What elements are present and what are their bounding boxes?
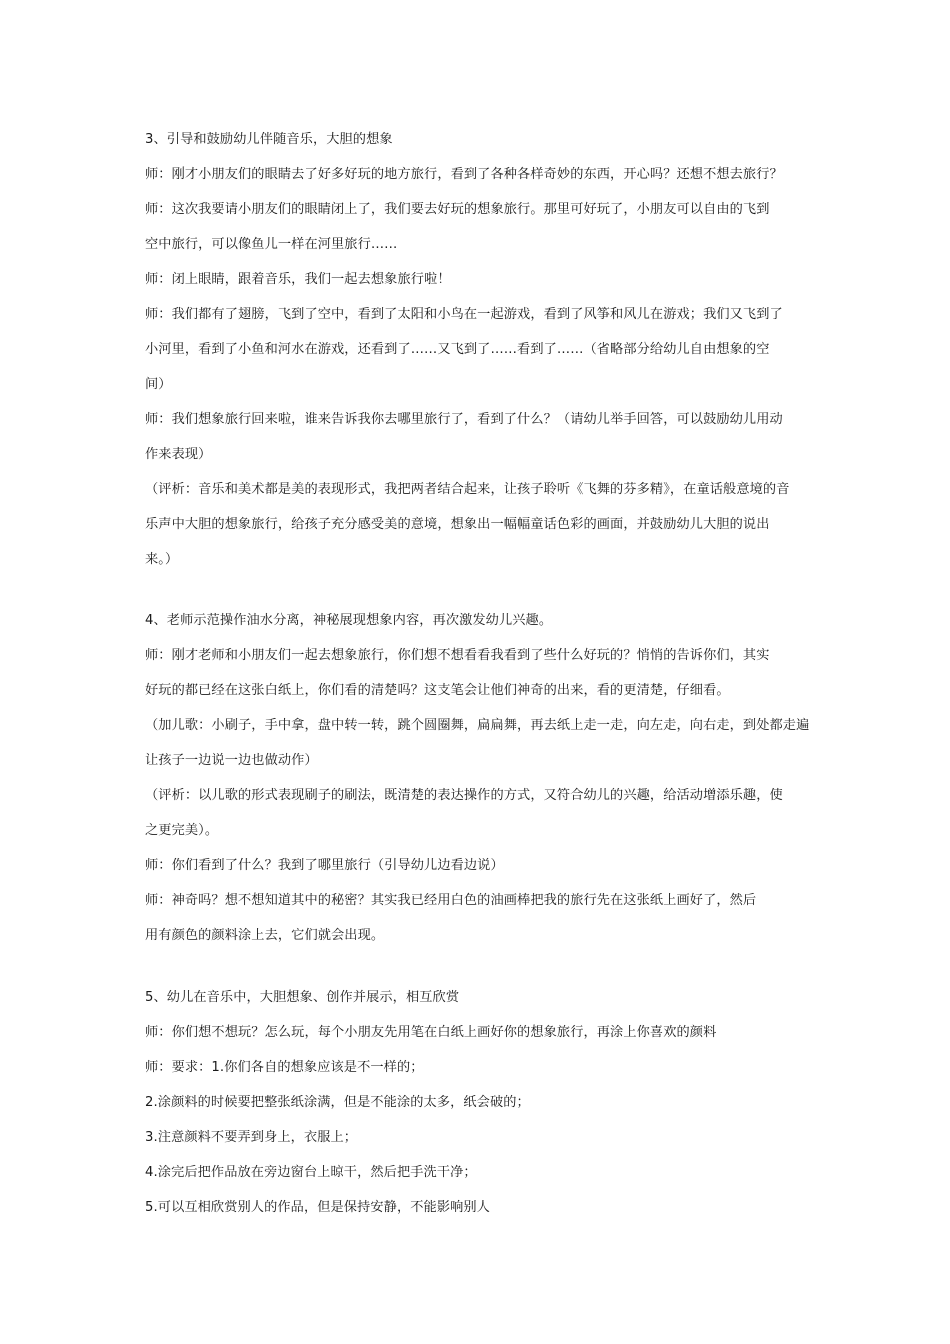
commentary-line: （评析：以儿歌的形式表现刷子的刷法，既清楚的表达操作的方式，又符合幼儿的兴趣，给活动增添乐趣，使 [145, 788, 783, 803]
text-line: 师：我们都有了翅膀，飞到了空中，看到了太阳和小鸟在一起游戏，看到了风筝和风儿在游戏；我们又飞到了 [145, 307, 783, 322]
text-line: 好玩的都已经在这张白纸上，你们看的清楚吗？这支笔会让他们神奇的出来，看的更清楚，仔细看。 [145, 683, 730, 698]
text-line: 师：闭上眼睛，跟着音乐，我们一起去想象旅行啦！ [145, 272, 451, 287]
commentary-line: 来。） [145, 552, 179, 567]
text-line: 小河里，看到了小鱼和河水在游戏，还看到了……又飞到了……看到了……（省略部分给幼儿自由想象的空 [145, 342, 770, 357]
text-line: 用有颜色的颜料涂上去，它们就会出现。 [145, 928, 385, 943]
text-line: （加儿歌：小刷子，手中拿，盘中转一转，跳个圆圈舞，扁扁舞，再去纸上走一走，向左走，向右走，到处都走遍 [145, 718, 810, 733]
text-line: 师：我们想象旅行回来啦，谁来告诉我你去哪里旅行了，看到了什么？（请幼儿举手回答，可以鼓励幼儿用动 [145, 412, 783, 427]
section-5 [145, 980, 815, 1225]
list-item: 4.涂完后把作品放在旁边窗台上晾干，然后把手洗干净； [145, 1165, 477, 1180]
document-page [145, 122, 815, 1225]
section-spacer [145, 953, 815, 980]
text-line: 师：刚才小朋友们的眼睛去了好多好玩的地方旅行，看到了各种各样奇妙的东西，开心吗？还想不想去旅行？ [145, 167, 783, 182]
section-heading: 5、幼儿在音乐中，大胆想象、创作并展示，相互欣赏 [145, 990, 460, 1005]
text-line: 师：要求：1.你们各自的想象应该是不一样的； [145, 1060, 424, 1075]
list-item: 3.注意颜料不要弄到身上，衣服上； [145, 1130, 358, 1145]
text-line: 师：你们看到了什么？我到了哪里旅行（引导幼儿边看边说） [145, 858, 504, 873]
text-line: 师：刚才老师和小朋友们一起去想象旅行，你们想不想看看我看到了些什么好玩的？悄悄的告诉你们，其实 [145, 648, 770, 663]
section-spacer [145, 577, 815, 603]
text-line: 间） [145, 377, 172, 392]
text-line: 师：这次我要请小朋友们的眼睛闭上了，我们要去好玩的想象旅行。那里可好玩了，小朋友可以自由的飞到 [145, 202, 770, 217]
text-line: 师：神奇吗？想不想知道其中的秘密？其实我已经用白色的油画棒把我的旅行先在这张纸上画好了，然后 [145, 893, 757, 908]
commentary-line: （评析：音乐和美术都是美的表现形式，我把两者结合起来，让孩子聆听《飞舞的芬多精》，在童话般意境的音 [145, 482, 790, 497]
text-line: 作来表现） [145, 447, 212, 462]
list-item: 5.可以互相欣赏别人的作品，但是保持安静，不能影响别人 [145, 1200, 490, 1215]
commentary-line: 乐声中大胆的想象旅行，给孩子充分感受美的意境，想象出一幅幅童话色彩的画面，并鼓励幼儿大胆的说出 [145, 517, 770, 532]
text-line: 师：你们想不想玩？怎么玩，每个小朋友先用笔在白纸上画好你的想象旅行，再涂上你喜欢的颜料 [145, 1025, 717, 1040]
commentary-line: 之更完美）。 [145, 823, 219, 838]
section-heading: 4、老师示范操作油水分离，神秘展现想象内容，再次激发幼儿兴趣。 [145, 613, 553, 628]
text-line: 空中旅行，可以像鱼儿一样在河里旅行…… [145, 237, 398, 252]
text-line: 让孩子一边说一边也做动作） [145, 753, 318, 768]
section-3 [145, 122, 815, 577]
section-heading: 3、引导和鼓励幼儿伴随音乐，大胆的想象 [145, 132, 393, 147]
section-4 [145, 603, 815, 953]
list-item: 2.涂颜料的时候要把整张纸涂满，但是不能涂的太多，纸会破的； [145, 1095, 530, 1110]
